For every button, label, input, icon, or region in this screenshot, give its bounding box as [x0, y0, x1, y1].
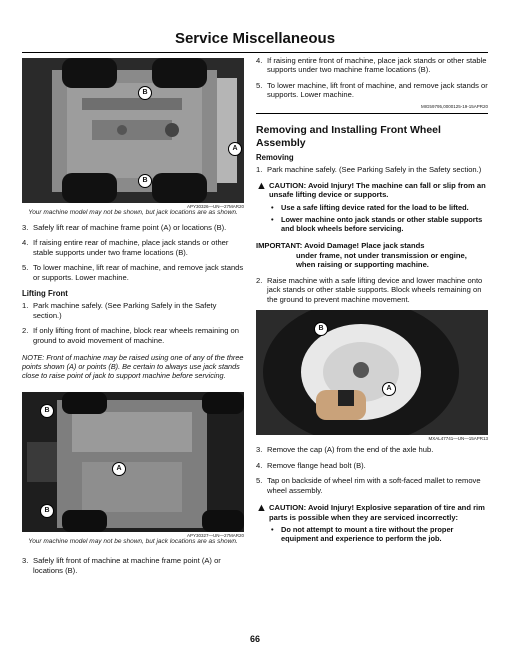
warning-icon: ▲	[256, 179, 267, 192]
step-item: 2. If only lifting front of machine, block rear wheels remaining on ground to avoid movement of machine.	[22, 326, 239, 345]
page-number: 66	[249, 634, 260, 644]
figure-code: APY30326—UN—27MAR20	[186, 204, 244, 209]
figure-caption: Your machine model may not be shown, but jack locations are as shown.	[28, 538, 238, 546]
callout-a: A	[228, 142, 242, 156]
rear-underside-figure	[22, 58, 244, 203]
callout-b: B	[314, 322, 328, 336]
step-item: 4. Remove flange head bolt (B).	[256, 460, 366, 470]
bullet-item: • Do not attempt to mount a tire without the proper equipment and experience to perform the job.	[271, 525, 454, 544]
important-block: IMPORTANT: Avoid Damage! Place jack stands under frame, not under transmission or engine, when raising or supporting machine.	[256, 241, 467, 270]
bullet-item: • Lower machine onto jack stands or other stable supports and block wheels before servicing.	[271, 214, 483, 234]
section-title: Removing and Installing Front Wheel Assembly	[256, 123, 441, 149]
step-item: 3. Remove the cap (A) from the end of the axle hub.	[256, 445, 434, 455]
reference-code: MIG59795,0000125-19-15APR20	[420, 103, 488, 109]
callout-b-bottom: B	[40, 504, 54, 518]
step-item: 1. Park machine safely. (See Parking Safely in the Safety section.)	[22, 301, 217, 320]
callout-b-bottom: B	[138, 174, 152, 188]
wheel-hub-figure	[256, 310, 488, 435]
page-title: Service Miscellaneous	[174, 30, 336, 47]
step-item: 4. If raising entire rear of machine, place jack stands or other stable supports under two frame locations (B).	[22, 238, 229, 257]
caution-text: CAUTION: Avoid Injury! The machine can fall or slip from an unsafe lifting device or supports.	[269, 180, 486, 200]
section-divider	[256, 113, 488, 114]
figure-code: APY30327—UN—27MAR20	[186, 533, 244, 539]
callout-b-top: B	[40, 404, 54, 418]
step-item: 3. Safely lift rear of machine frame point (A) or locations (B).	[22, 222, 227, 232]
step-item: 5. Tap on backside of wheel rim with a soft-faced mallet to remove wheel assembly.	[256, 476, 481, 495]
wheel-hub-illustration	[256, 310, 488, 435]
bullet-item: • Use a safe lifting device rated for the load to be lifted.	[271, 202, 469, 212]
figure-code: MXAL47741—UN—15APR13	[428, 436, 488, 442]
step-item: 4. If raising entire front of machine, place jack stands or other stable supports under two machine frame locations (B).	[256, 56, 487, 75]
step-item: 1. Park machine safely. (See Parking Safely in the Safety section.)	[256, 165, 482, 175]
front-underside-illustration	[22, 392, 244, 532]
right-column	[256, 56, 488, 544]
title-divider	[22, 52, 488, 53]
callout-a: A	[382, 382, 396, 396]
warning-icon: ▲	[256, 502, 267, 515]
step-item: 2. Raise machine with a safe lifting device and lower machine onto jack stands or other stable supports. Block wheels remaining on the ground to prevent machine movement.	[256, 275, 483, 304]
caution-block	[256, 181, 488, 200]
left-column	[22, 58, 244, 575]
caution-text: CAUTION: Avoid Injury! Explosive separation of tire and rim parts is possible when they are serviced incorrectly:	[269, 503, 485, 522]
removing-heading: Removing	[256, 153, 294, 163]
figure-caption: Your machine model may not be shown, but jack locations are as shown.	[28, 209, 238, 216]
note-text: NOTE: Front of machine may be raised using one of any of the three points shown (A) or points (B). Be certain to always use jack stands close to raise point of jack to support machine before servicing.	[22, 353, 244, 381]
caution-block	[256, 503, 488, 522]
callout-b-top: B	[138, 86, 152, 100]
lifting-front-heading: Lifting Front	[22, 289, 68, 299]
step-item: 3. Safely lift front of machine at machine frame point (A) or locations (B).	[22, 556, 221, 575]
front-underside-figure	[22, 392, 244, 532]
step-item: 5. To lower machine, lift front of machine, and remove jack stands or supports. Lower machine.	[256, 80, 488, 100]
callout-a: A	[112, 462, 126, 476]
rear-underside-illustration	[22, 58, 244, 203]
step-item: 5. To lower machine, lift rear of machine, and remove jack stands or supports. Lower machine.	[22, 263, 244, 282]
